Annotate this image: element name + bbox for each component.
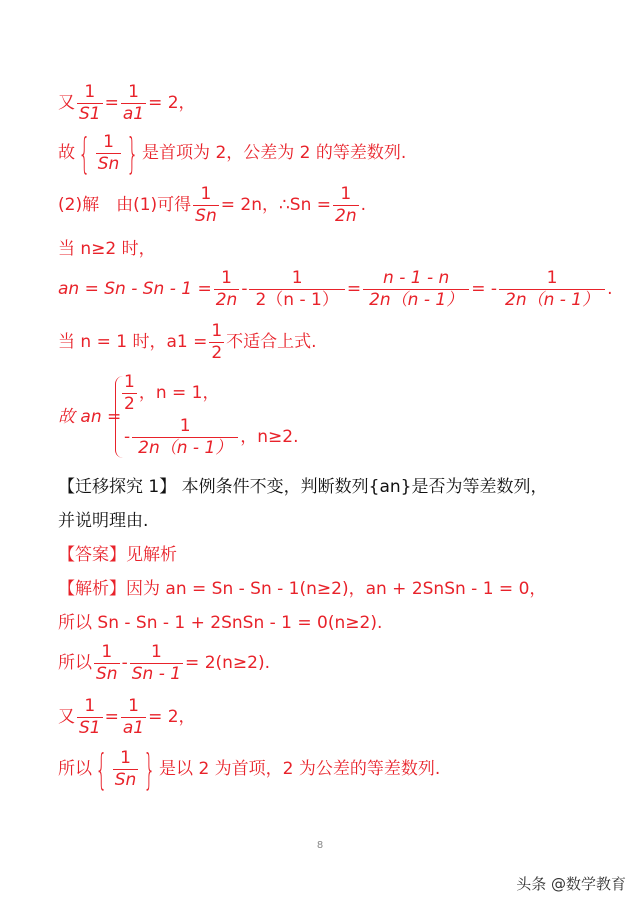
text: 所以 Sn - Sn - 1 + 2SnSn - 1 = 0(n≥2). xyxy=(58,613,383,633)
fraction-1-over-s1 xyxy=(77,84,103,123)
fraction-1-over-a1 xyxy=(121,84,146,123)
text: (2)解 由(1)可得 xyxy=(58,195,192,215)
line-4 xyxy=(58,241,156,258)
text: = 2， xyxy=(148,707,196,727)
line-15 xyxy=(58,744,441,794)
text: 是以 2 为首项，2 为公差的等差数列. xyxy=(159,759,441,779)
denominator: S1 xyxy=(79,104,101,124)
text: = xyxy=(346,279,362,299)
denominator: Sn xyxy=(195,206,217,226)
denominator: 2（n - 1） xyxy=(249,289,344,309)
text: 故 an = xyxy=(58,407,122,427)
fraction-1-over-2nn1 xyxy=(132,418,238,457)
fraction-1-over-a1 xyxy=(121,698,146,737)
fraction-one-half xyxy=(122,374,137,413)
denominator: 2n（n - 1） xyxy=(132,437,238,457)
line-7-label xyxy=(58,409,121,426)
fraction-1-over-sn1 xyxy=(130,644,183,683)
text: . xyxy=(360,195,367,215)
line-5 xyxy=(58,270,613,309)
text: 【解析】因为 an = Sn - Sn - 1(n≥2)，an + 2SnSn - 1 = 0， xyxy=(58,579,547,599)
line-7-row-2 xyxy=(124,418,299,457)
numerator: 1 xyxy=(128,696,139,716)
denominator: S1 xyxy=(79,718,101,738)
fraction-1-over-2n xyxy=(214,270,240,309)
text: 所以 xyxy=(58,653,92,673)
line-14 xyxy=(58,698,196,737)
text: = xyxy=(104,707,119,727)
denominator: 2n xyxy=(335,206,357,226)
denominator: Sn xyxy=(97,154,120,174)
text: = xyxy=(104,93,119,113)
numerator: 1 xyxy=(101,642,113,662)
line-10 xyxy=(58,547,177,564)
denominator: 2n（n - 1） xyxy=(363,289,469,309)
fraction-1-over-sn xyxy=(96,134,122,173)
fraction-1-over-sn xyxy=(113,750,139,789)
numerator: 1 xyxy=(200,184,212,204)
denominator: Sn - 1 xyxy=(131,664,182,684)
fraction-1-over-2n-1 xyxy=(249,270,344,309)
denominator: a1 xyxy=(122,104,145,124)
numerator: 1 xyxy=(150,642,162,662)
denominator: Sn xyxy=(114,770,137,790)
line-3 xyxy=(58,186,366,225)
line-11 xyxy=(58,581,546,598)
fraction-1-over-2n xyxy=(333,186,359,225)
text: an = Sn - Sn - 1 = xyxy=(58,279,212,299)
denominator: 2n（n - 1） xyxy=(499,289,605,309)
denominator: 2 xyxy=(124,394,135,414)
line-8 xyxy=(58,479,547,496)
left-brace: { xyxy=(95,744,108,794)
text: . xyxy=(607,279,613,299)
numerator: 1 xyxy=(179,416,191,436)
page-number: 8 xyxy=(316,840,324,851)
fraction-n1n-over-2nn1 xyxy=(363,270,469,309)
text: 并说明理由. xyxy=(58,511,149,531)
denominator: Sn xyxy=(96,664,118,684)
text: = 2， xyxy=(148,93,196,113)
line-2 xyxy=(58,128,407,178)
right-brace: } xyxy=(143,744,156,794)
numerator: 1 xyxy=(211,321,223,341)
text: = 2n，∴Sn = xyxy=(220,195,332,215)
text: 又 xyxy=(58,707,75,727)
right-brace: } xyxy=(126,128,139,178)
text: 【迁移探究 1】 本例条件不变，判断数列{an}是否为等差数列， xyxy=(58,477,548,497)
numerator: 1 xyxy=(546,268,558,288)
denominator: a1 xyxy=(122,718,145,738)
numerator: 1 xyxy=(120,748,131,768)
text: 故 xyxy=(58,143,75,163)
text: 不适合上式. xyxy=(226,332,317,352)
line-9 xyxy=(58,513,148,530)
text: ，n≥2. xyxy=(240,427,299,447)
text: ，n = 1， xyxy=(138,383,220,403)
text: 又 xyxy=(58,93,75,113)
text: = 2(n≥2). xyxy=(185,653,271,673)
fraction-1-over-s1 xyxy=(77,698,103,737)
denominator: 2 xyxy=(211,343,223,363)
denominator: 2n xyxy=(215,290,238,310)
left-brace: { xyxy=(78,128,91,178)
line-7-row-1 xyxy=(120,374,219,413)
text: 所以 xyxy=(58,759,92,779)
line-1 xyxy=(58,84,196,123)
text: - xyxy=(124,427,131,447)
numerator: n - 1 - n xyxy=(383,268,450,288)
text: 当 n = 1 时，a1 = xyxy=(58,332,208,352)
line-6 xyxy=(58,323,317,362)
text: - xyxy=(121,653,128,673)
numerator: 1 xyxy=(128,82,139,102)
text: = - xyxy=(471,279,497,299)
text: 【答案】见解析 xyxy=(58,545,177,565)
fraction-1-over-sn xyxy=(94,644,120,683)
fraction-1-over-2nn1 xyxy=(499,270,605,309)
text: 当 n≥2 时， xyxy=(58,239,156,259)
numerator: 1 xyxy=(84,82,96,102)
numerator: 1 xyxy=(103,132,114,152)
line-12 xyxy=(58,615,382,632)
numerator: 1 xyxy=(340,184,352,204)
watermark: 头条 @数学教育 xyxy=(516,875,626,893)
fraction-1-over-sn xyxy=(193,186,219,225)
text: - xyxy=(241,279,248,299)
fraction-one-half xyxy=(209,323,224,362)
line-13 xyxy=(58,644,270,683)
text: 是首项为 2，公差为 2 的等差数列. xyxy=(142,143,407,163)
numerator: 1 xyxy=(221,268,232,288)
numerator: 1 xyxy=(291,268,303,288)
numerator: 1 xyxy=(124,372,135,392)
numerator: 1 xyxy=(84,696,96,716)
